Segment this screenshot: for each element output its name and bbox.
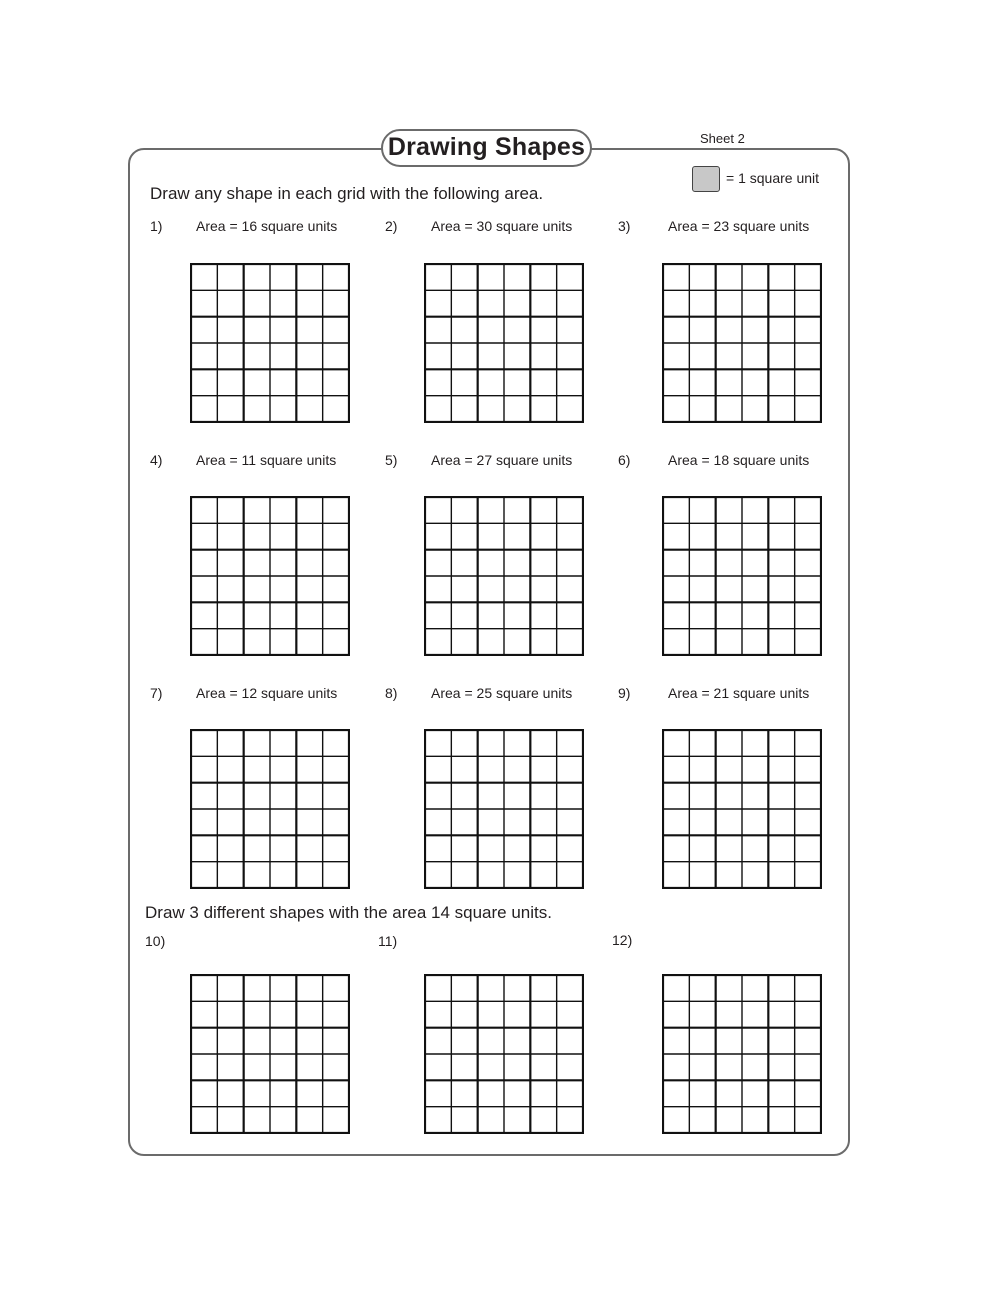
problem-number: 3) — [618, 218, 631, 234]
problem-number: 6) — [618, 452, 631, 468]
problem-area-label: Area = 16 square units — [196, 218, 338, 234]
grid-svg — [662, 729, 822, 889]
problem-number: 8) — [385, 685, 398, 701]
grid-svg — [190, 729, 350, 889]
problem-area-label: Area = 27 square units — [431, 452, 573, 468]
problem-number: 10) — [145, 933, 166, 949]
problem-number: 9) — [618, 685, 631, 701]
problem-area-label: Area = 23 square units — [668, 218, 810, 234]
grid-svg — [424, 263, 584, 423]
grid-svg — [190, 263, 350, 423]
drawing-grid-11[interactable] — [424, 974, 584, 1134]
problem-number: 7) — [150, 685, 163, 701]
drawing-grid-8[interactable] — [424, 729, 584, 889]
drawing-grid-1[interactable] — [190, 263, 350, 423]
problem-number: 1) — [150, 218, 163, 234]
grid-svg — [424, 496, 584, 656]
problem-area-label: Area = 18 square units — [668, 452, 810, 468]
problem-area-label: Area = 12 square units — [196, 685, 338, 701]
grid-svg — [424, 974, 584, 1134]
sheet-label: Sheet 2 — [700, 131, 745, 146]
grid-svg — [662, 496, 822, 656]
unit-square-legend-icon — [692, 166, 720, 192]
problem-number: 4) — [150, 452, 163, 468]
instruction-three-shapes: Draw 3 different shapes with the area 14 square units. — [145, 903, 552, 922]
grid-svg — [424, 729, 584, 889]
drawing-grid-2[interactable] — [424, 263, 584, 423]
grid-svg — [190, 974, 350, 1134]
grid-svg — [662, 974, 822, 1134]
problem-number: 2) — [385, 218, 398, 234]
problem-area-label: Area = 25 square units — [431, 685, 573, 701]
problem-area-label: Area = 11 square units — [196, 452, 337, 468]
drawing-grid-4[interactable] — [190, 496, 350, 656]
page-title: Drawing Shapes — [381, 129, 592, 167]
grid-svg — [662, 263, 822, 423]
problem-area-label: Area = 30 square units — [431, 218, 573, 234]
problem-number: 12) — [612, 932, 633, 948]
drawing-grid-10[interactable] — [190, 974, 350, 1134]
grid-svg — [190, 496, 350, 656]
drawing-grid-5[interactable] — [424, 496, 584, 656]
problem-number: 11) — [378, 933, 398, 949]
drawing-grid-6[interactable] — [662, 496, 822, 656]
problem-number: 5) — [385, 452, 398, 468]
drawing-grid-3[interactable] — [662, 263, 822, 423]
drawing-grid-9[interactable] — [662, 729, 822, 889]
drawing-grid-7[interactable] — [190, 729, 350, 889]
instruction-area: Draw any shape in each grid with the following area. — [150, 184, 544, 203]
drawing-grid-12[interactable] — [662, 974, 822, 1134]
problem-area-label: Area = 21 square units — [668, 685, 810, 701]
legend-text: = 1 square unit — [726, 170, 820, 186]
